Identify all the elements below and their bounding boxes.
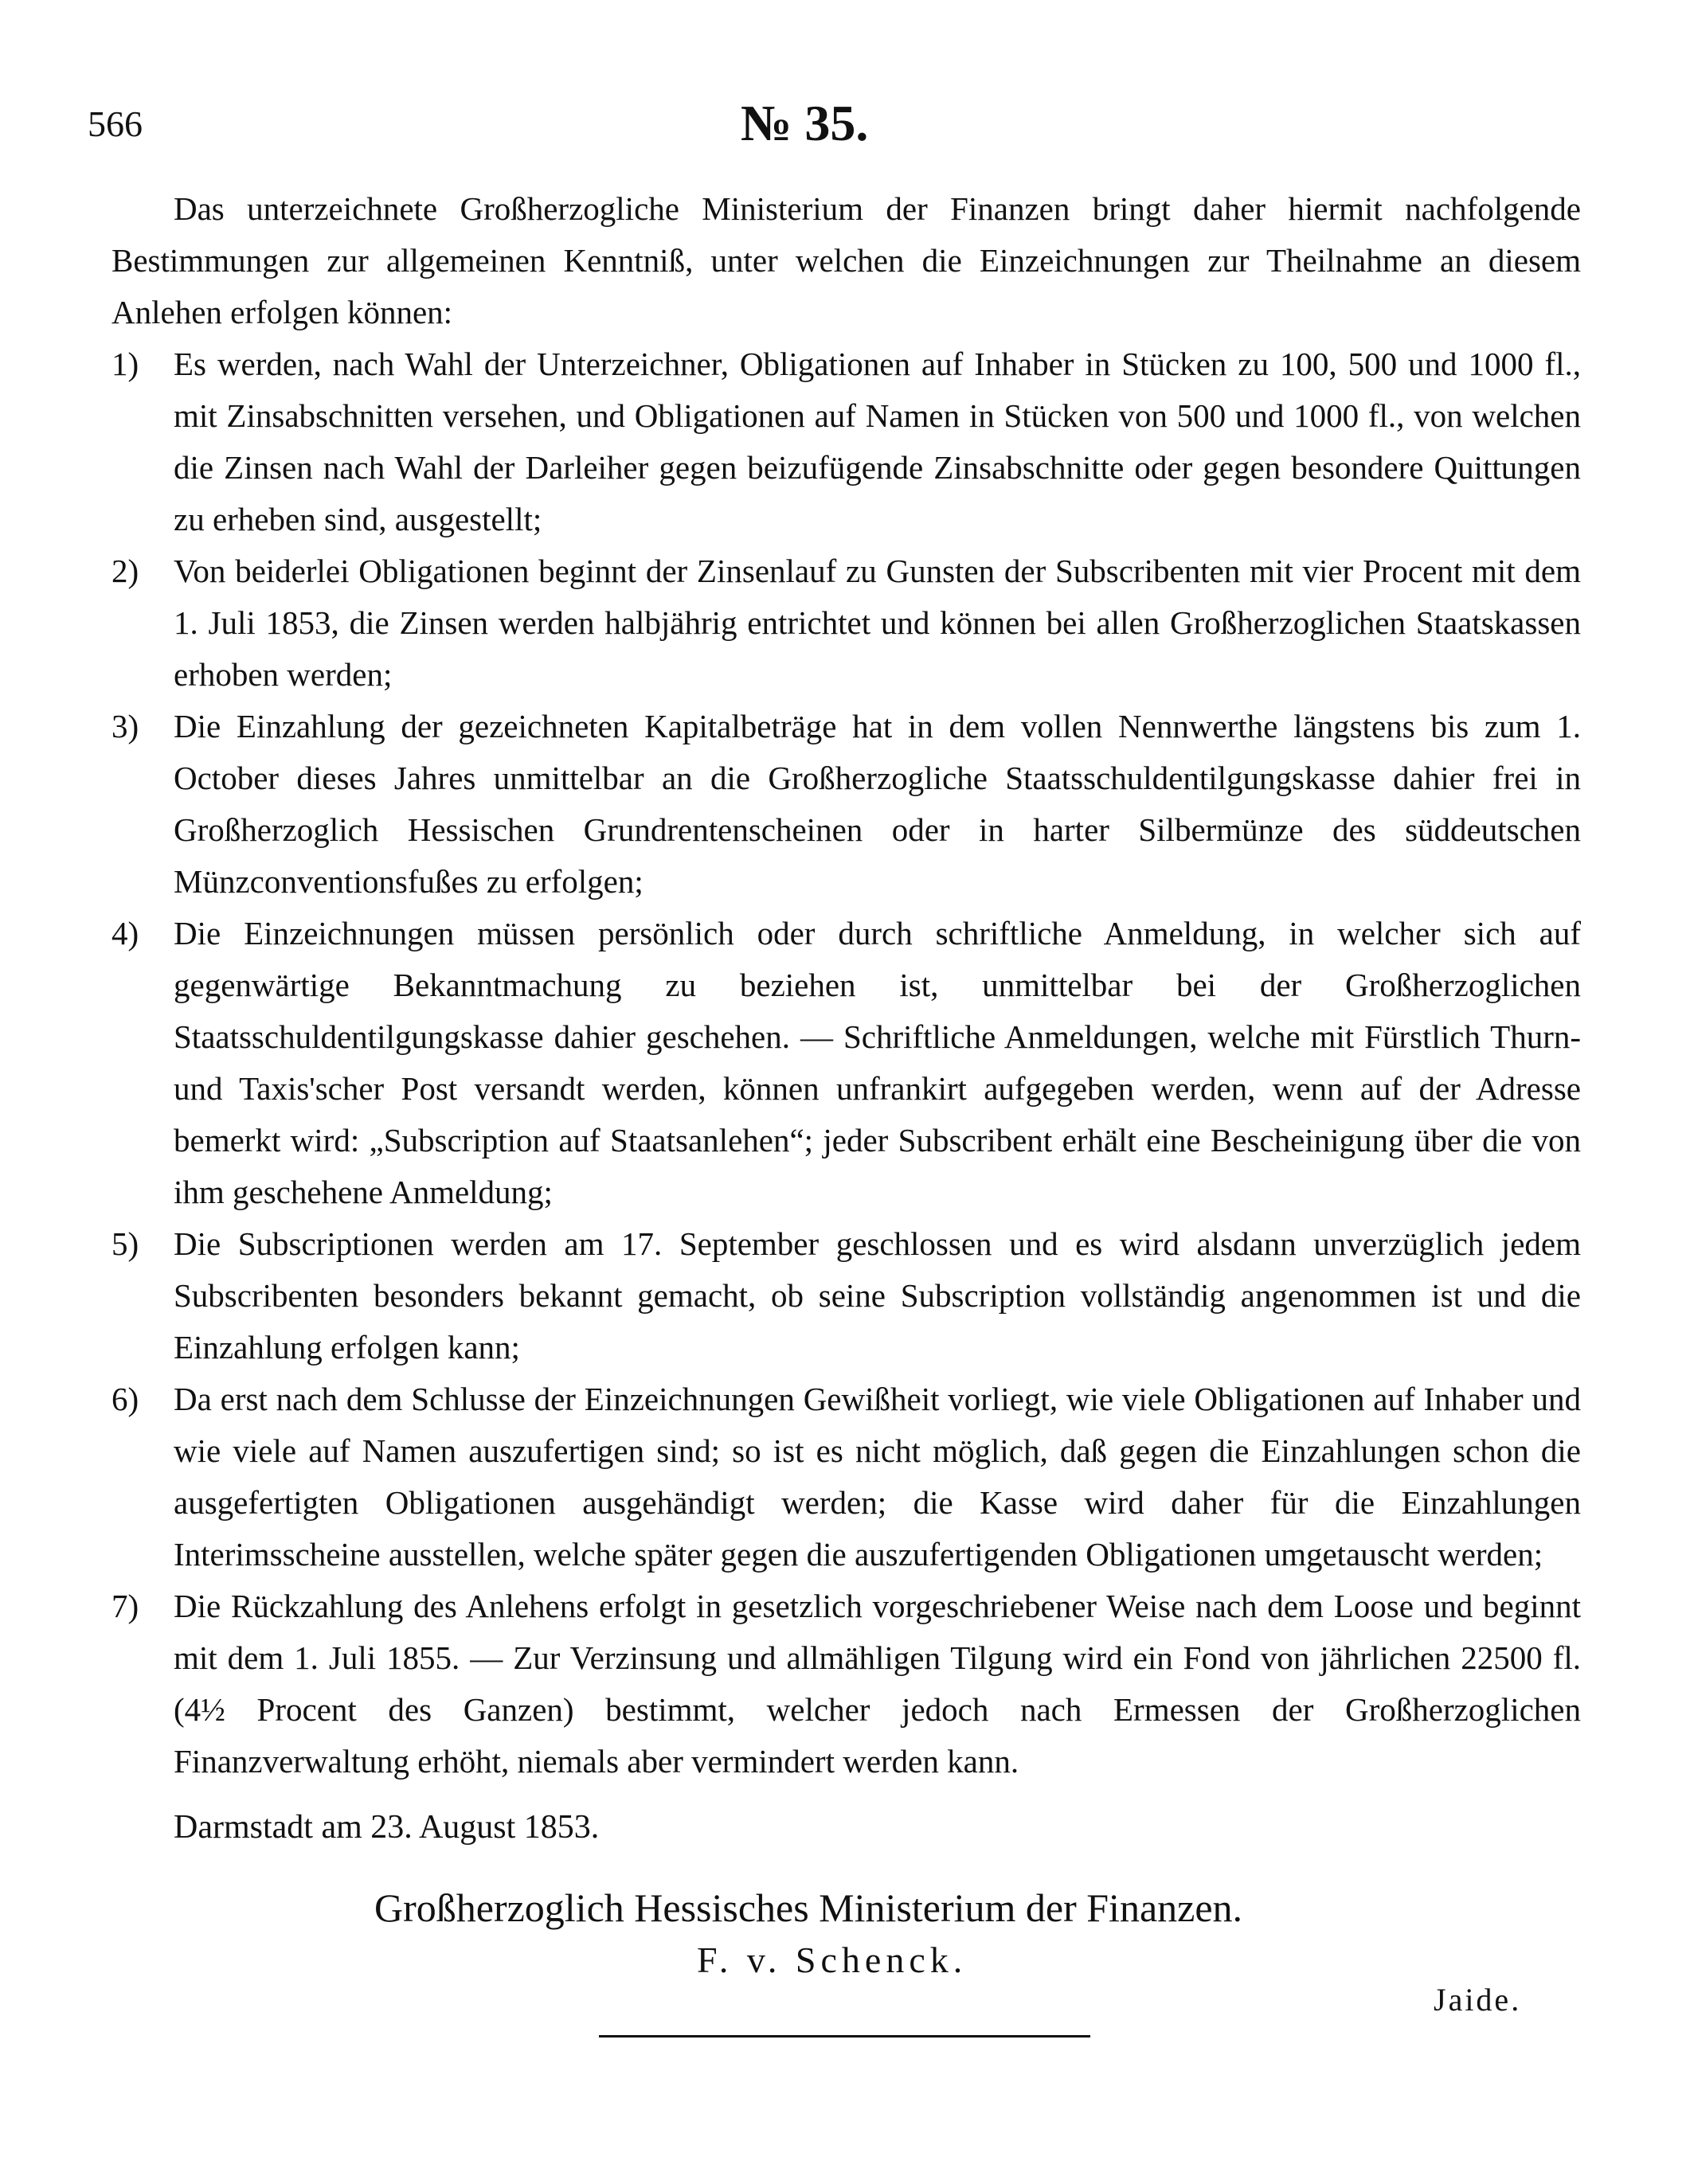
item-number: 5) — [111, 1225, 139, 1262]
item-number: 4) — [111, 915, 139, 951]
list-item — [111, 338, 1581, 545]
item-number: 2) — [111, 553, 139, 589]
place-date: Darmstadt am 23. August 1853. — [174, 1809, 600, 1846]
page-header — [0, 0, 1690, 183]
item-text: Von beiderlei Obligationen beginnt der Zinsenlauf zu Gunsten der Subscribenten mit vier Procent mit dem 1. Juli 1853, die Zinsen werden halbjährig entrichtet und können bei allen Großherzoglichen Staatskassen erhoben werden; — [174, 553, 1581, 693]
item-text: Die Einzahlung der gezeichneten Kapitalbeträge hat in dem vollen Nennwerthe längstens bis zum 1. October dieses Jahres unmittelbar an die Großherzogliche Staatsschuldentilgungskasse dahier frei in Großherzoglich Hessischen Grundrentenscheinen oder in harter Silbermünze des süddeutschen Münzconventionsfußes zu erfolgen; — [174, 708, 1581, 900]
list-item — [111, 1373, 1581, 1580]
signature-row — [111, 1936, 1581, 2018]
item-number: 3) — [111, 708, 139, 744]
item-text: Die Rückzahlung des Anlehens erfolgt in gesetzlich vorgeschriebener Weise nach dem Loose und beginnt mit dem 1. Juli 1855. — Zur Verzinsung und allmähligen Tilgung wird ein Fond von jährlichen 22500 fl. (4½ Procent des Ganzen) bestimmt, welcher jedoch nach Ermessen der Großherzoglichen Finanzverwaltung erhöht, niemals aber vermindert werden kann. — [174, 1588, 1581, 1780]
signatory: F. v. Schenck. — [697, 1940, 968, 1980]
countersignature: Jaide. — [1434, 1982, 1522, 2018]
intro-paragraph: Das unterzeichnete Großherzogliche Ministerium der Finanzen bringt daher hiermit nachfolgende Bestimmungen zur allgemeinen Kenntniß, unter welchen die Einzeichnungen zur Theilnahme an diesem Anlehen erfolgen können: — [111, 190, 1581, 330]
list-item — [111, 701, 1581, 908]
page-number: 566 — [88, 104, 143, 144]
document-body — [111, 183, 1581, 2037]
item-number: 6) — [111, 1381, 139, 1417]
ministry-name: Großherzoglich Hessisches Ministerium der Finanzen. — [374, 1885, 1243, 1930]
list-item — [111, 1218, 1581, 1373]
list-item — [111, 1580, 1581, 1787]
item-text: Die Subscriptionen werden am 17. September geschlossen und es wird alsdann unverzüglich jedem Subscribenten besonders bekannt gemacht, ob seine Subscription vollständig angenommen ist und die Einzahlung erfolgen kann; — [174, 1225, 1581, 1365]
list-item — [111, 908, 1581, 1218]
item-number: 1) — [111, 346, 139, 382]
item-text: Es werden, nach Wahl der Unterzeichner, Obligationen auf Inhaber in Stücken zu 100, 500 und 1000 fl., mit Zinsabschnitten versehen, und Obligationen auf Namen in Stücken von 500 und 1000 fl., von welchen die Zinsen nach Wahl der Darleiher gegen beizufügende Zinsabschnitte oder gegen besondere Quittungen zu erheben sind, ausgestellt; — [174, 346, 1581, 537]
item-number: 7) — [111, 1588, 139, 1624]
list-item — [111, 545, 1581, 701]
issue-number: № 35. — [741, 95, 869, 151]
item-text: Da erst nach dem Schlusse der Einzeichnungen Gewißheit vorliegt, wie viele Obligationen auf Inhaber und wie viele auf Namen auszufertigen sind; so ist es nicht möglich, daß gegen die Einzahlungen schon die ausgefertigten Obligationen ausgehändigt werden; die Kasse wird daher für die Einzahlungen Interimsscheine ausstellen, welche später gegen die auszufertigenden Obligationen umgetauscht werden; — [174, 1381, 1581, 1573]
item-text: Die Einzeichnungen müssen persönlich oder durch schriftliche Anmeldung, in welcher sich auf gegenwärtige Bekanntmachung zu beziehen ist, unmittelbar bei der Großherzoglichen Staatsschuldentilgungskasse dahier geschehen. — Schriftliche Anmeldungen, welche mit Fürstlich Thurn- und Taxis'scher Post versandt werden, können unfrankirt aufgegeben werden, wenn auf der Adresse bemerkt wird: „Subscription auf Staatsanlehen“; jeder Subscribent erhält eine Bescheinigung über die von ihm geschehene Anmeldung; — [174, 915, 1581, 1210]
divider-rule — [599, 2035, 1090, 2037]
